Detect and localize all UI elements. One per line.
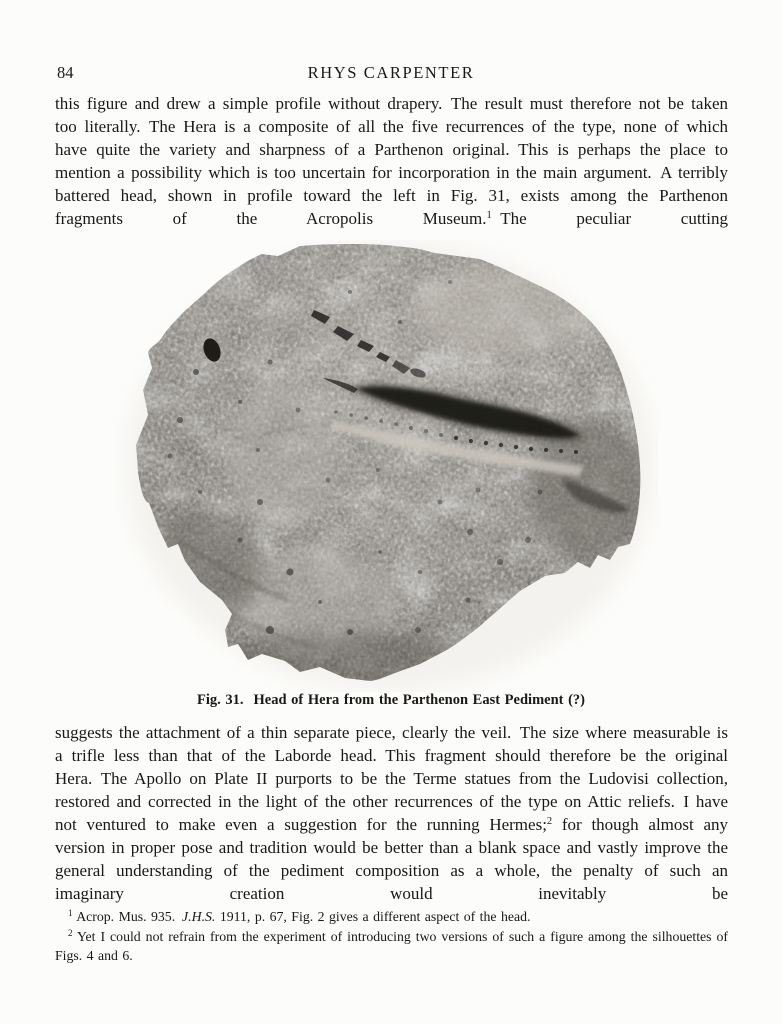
paragraph-text: this figure and drew a simple profile without drapery. The result must therefore not be taken too literally. The Hera is a composite of all the five recurrences of the type, none of which have quite the variety and sharpness of a Parthenon original. This is perhaps the place to mention a possibility which is too uncertain for incorporation in the main argument. A terribly battered head, shown in profile toward the left in Fig. 31, exists among the Parthenon fragments of the Acropolis Museum. — [55, 94, 728, 228]
footnote-ref-2: 2 — [546, 816, 553, 827]
footnote-text: 1911, p. 67, Fig. 2 gives a different aspect of the head. — [215, 909, 531, 924]
footnote-1 — [55, 907, 728, 927]
figure-31 — [118, 240, 658, 692]
figure-caption-text: Head of Hera from the Parthenon East Pediment (?) — [253, 692, 586, 708]
running-title: RHYS CARPENTER — [307, 63, 475, 82]
footnote-2-marker: 2 — [68, 927, 73, 938]
journal-title-italic: J.H.S. — [182, 909, 216, 924]
figure-caption — [55, 691, 727, 709]
page-number: 84 — [57, 63, 74, 82]
footnote-text: Acrop. Mus. 935. — [72, 909, 183, 924]
footnotes-section — [55, 907, 728, 966]
footnote-1-marker: 1 — [68, 908, 73, 918]
body-paragraph-2 — [55, 721, 728, 905]
body-paragraph-1 — [55, 92, 728, 230]
footnote-ref-1: 1 — [486, 210, 492, 221]
paragraph-text: The peculiar cutting — [491, 209, 729, 228]
paragraph-text: suggests the attachment of a thin separate piece, clearly the veil. The size where measurable is a trifle less than that of the Laborde head. This fragment should therefore be the original Hera. The Apollo on Plate II purports to be the Terme statues from the Ludovisi collection, restored and corrected in the light of the other recurrences of the type on Attic reliefs. I have not ventured to make even a suggestion for the running Hermes; — [55, 723, 728, 834]
footnote-2 — [55, 927, 728, 966]
figure-caption-label: Fig. 31. — [196, 692, 244, 708]
sculpture-photo — [118, 240, 658, 692]
running-head — [55, 63, 727, 83]
footnote-text: Yet I could not refrain from the experiment of introducing two versions of such a figure among the silhouettes of Figs. 4 and 6. — [55, 928, 728, 963]
paragraph-text: for though almost any version in proper pose and tradition would be better than a blank space and vastly improve the general understanding of the pediment composition as a whole, the penalty of such an imaginary creation would inevitably be — [55, 815, 728, 903]
